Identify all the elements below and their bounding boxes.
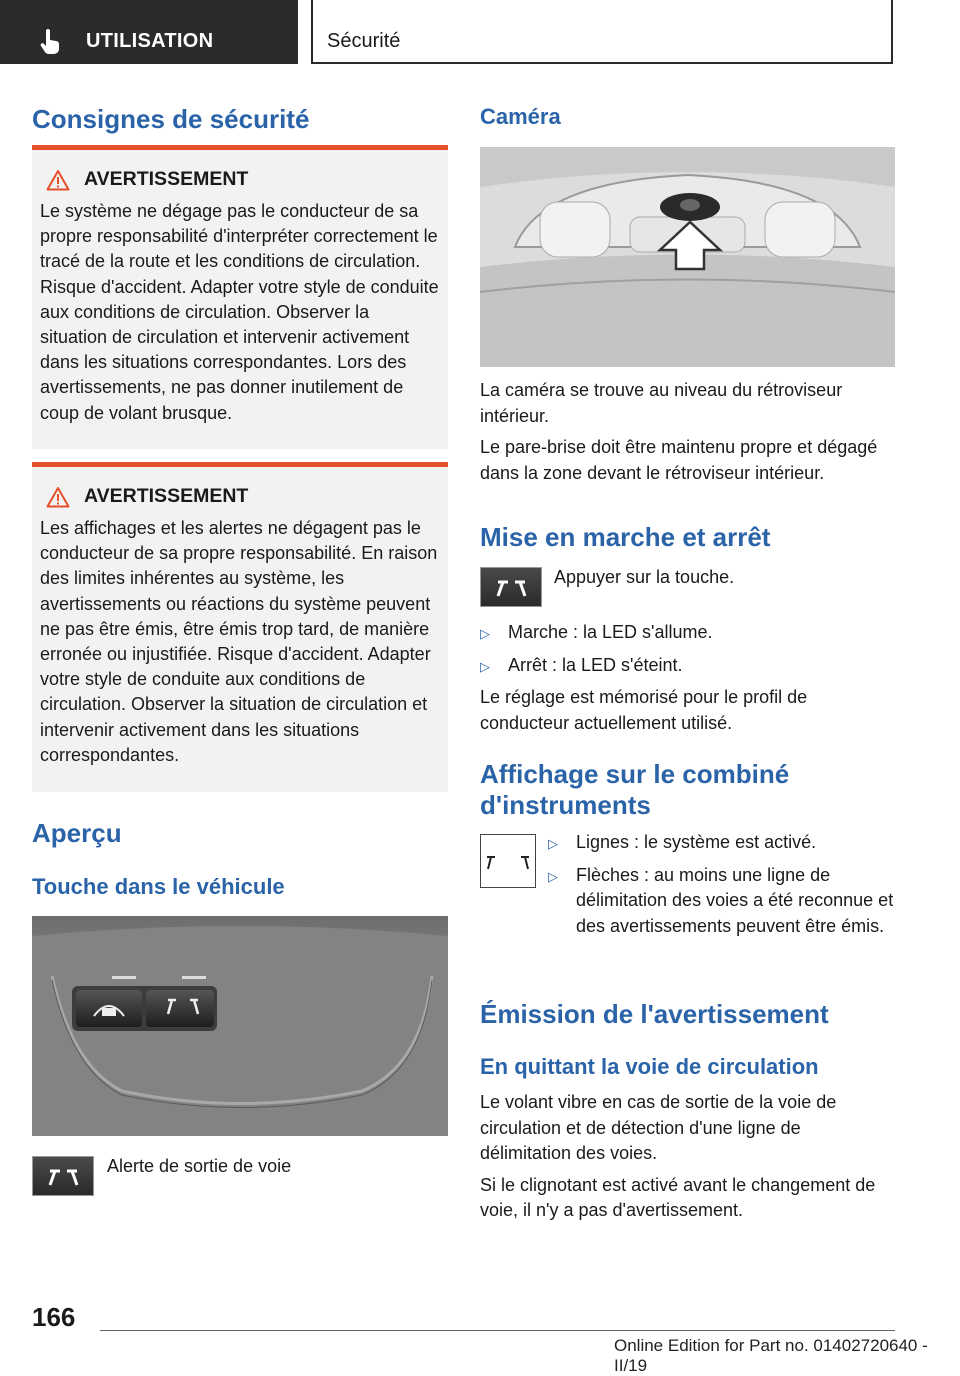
section-tab: [0, 0, 298, 64]
triangle-bullet-icon: ▷: [480, 658, 490, 674]
profile-text: Le réglage est mémorisé pour le profil de conducteur actuellement utilisé.: [480, 687, 808, 733]
warning-box-1: [32, 145, 448, 449]
edition-text: Online Edition for Part no. 01402720640 - II/19: [614, 1336, 928, 1375]
heading-camera: Caméra: [480, 104, 561, 129]
heading-display: Affichage sur le combiné d'instruments: [480, 759, 790, 821]
heading-on-off: Mise en marche et arrêt: [480, 522, 771, 552]
section-title: UTILISATION: [86, 30, 214, 52]
chapter-tab: [311, 0, 893, 64]
leaving-paragraph-2: Si le clignotant est activé avant le changement de voie, il n'y a pas d'avertissement.: [480, 1174, 876, 1220]
camera-paragraph-2: Le pare-brise doit être maintenu propre et dégagé dans la zone devant le rétroviseur intérieur.: [480, 437, 878, 483]
warning-triangle-icon: [46, 169, 70, 191]
list-item: ▷ Marche : la LED s'allume.: [480, 620, 896, 647]
button-caption: Alerte de sortie de voie: [107, 1156, 292, 1176]
camera-location-photo: [480, 147, 895, 367]
press-button-text: Appuyer sur la touche.: [554, 567, 735, 587]
warning-box-2: [32, 462, 448, 792]
leaving-paragraph-1: Le volant vibre en cas de sortie de la voie de circulation et de détection d'une ligne de délimitation des voies.: [480, 1092, 837, 1163]
footer-divider: [100, 1330, 895, 1331]
hand-pointer-icon: [40, 29, 62, 55]
page-number: 166: [32, 1302, 76, 1332]
warning-text-2: Les affichages et les alertes ne dégagent pas le conducteur de sa propre responsabilité. En raison des limites inhérentes au système, les avertissements ou réactions du système peuvent ne pas être émis, être émis trop tard, de manière erronée ou injustifiée. Risque d'accident. Adapter votre style de conduite aux conditions de circulation. Observer la situation de circulation et intervenir activement dans les situations correspondantes.: [40, 518, 438, 765]
list-item: ▷ Arrêt : la LED s'éteint.: [480, 653, 896, 680]
heading-warning-emission: Émission de l'avertissement: [480, 999, 829, 1029]
warning-title-1: AVERTISSEMENT: [84, 168, 249, 190]
triangle-bullet-icon: ▷: [548, 836, 558, 851]
warning-text-1: Le système ne dégage pas le conducteur de sa propre responsabilité d'interpréter correctement le tracé de la route et les conditions de circulation. Risque d'accident. Adapter votre style de conduite aux conditions de circulation. Observer la situation de circulation et intervenir activement dans les situations correspondantes. Lors des avertissements, ne pas donner inutilement de coup de volant brusque.: [40, 201, 439, 423]
camera-paragraph-1: La caméra se trouve au niveau du rétroviseur intérieur.: [480, 380, 843, 426]
warning-title-2: AVERTISSEMENT: [84, 485, 249, 507]
triangle-bullet-icon: ▷: [480, 626, 490, 641]
list-item: ▷ Lignes : le système est activé.: [548, 830, 896, 857]
lane-departure-button-icon: [32, 1156, 94, 1196]
heading-overview: Aperçu: [32, 818, 122, 848]
lines-display-icon: [480, 834, 536, 888]
subheading-button: Touche dans le véhicule: [32, 874, 285, 899]
list-item: ▷ Flèches : au moins une ligne de délimitation des voies a été reconnue et des avertissements peuvent être émis.: [548, 863, 896, 940]
lane-departure-button-icon: [480, 567, 542, 607]
heading-safety: Consignes de sécurité: [32, 104, 310, 134]
triangle-bullet-icon: ▷: [548, 868, 558, 884]
button-panel-photo: [32, 916, 448, 1136]
chapter-title: Sécurité: [327, 30, 401, 52]
warning-triangle-icon: [46, 486, 70, 508]
subheading-leaving-lane: En quittant la voie de circulation: [480, 1054, 819, 1079]
